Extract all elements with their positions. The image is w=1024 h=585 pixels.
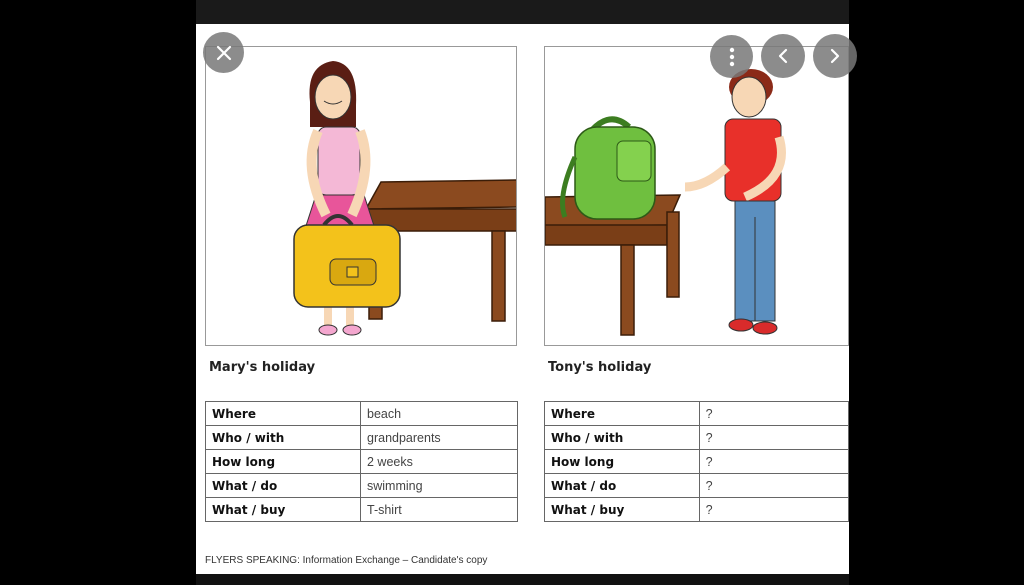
table-row [545, 450, 849, 474]
tony-figure [685, 69, 781, 334]
row-label: What / buy [206, 498, 361, 522]
table-row [206, 450, 518, 474]
row-value: grandparents [361, 426, 518, 450]
row-value: ? [699, 450, 848, 474]
row-value: 2 weeks [361, 450, 518, 474]
tony-info-table [544, 401, 849, 522]
more-options-button[interactable] [710, 35, 753, 78]
row-label: What / do [545, 474, 700, 498]
worksheet-footer: FLYERS SPEAKING: Information Exchange – Candidate's copy [205, 555, 488, 566]
table-row [206, 402, 518, 426]
table-row [206, 474, 518, 498]
worksheet-image [196, 24, 849, 574]
row-label: What / do [206, 474, 361, 498]
chevron-left-icon [777, 48, 789, 64]
table-row [545, 498, 849, 522]
close-button[interactable] [203, 32, 244, 73]
yellow-bag-drawing [294, 216, 400, 307]
row-value: ? [699, 402, 848, 426]
previous-button[interactable] [761, 34, 805, 78]
row-label: Where [206, 402, 361, 426]
table-row [545, 402, 849, 426]
row-value: beach [361, 402, 518, 426]
more-vertical-icon [729, 47, 735, 67]
row-label: Who / with [545, 426, 700, 450]
mary-info-table [205, 401, 518, 522]
row-value: T-shirt [361, 498, 518, 522]
row-label: Who / with [206, 426, 361, 450]
table-row [545, 426, 849, 450]
viewer-top-bar [196, 0, 849, 24]
tony-illustration [544, 46, 849, 346]
mary-illustration [205, 46, 517, 346]
row-label: Where [545, 402, 700, 426]
next-button[interactable] [813, 34, 857, 78]
row-value: swimming [361, 474, 518, 498]
row-label: How long [545, 450, 700, 474]
row-label: What / buy [545, 498, 700, 522]
close-icon [216, 45, 232, 61]
row-value: ? [699, 498, 848, 522]
chevron-right-icon [829, 48, 841, 64]
mary-heading: Mary's holiday [209, 360, 316, 375]
table-row [206, 426, 518, 450]
table-row [206, 498, 518, 522]
tony-heading: Tony's holiday [548, 360, 652, 375]
row-value: ? [699, 426, 848, 450]
table-row [545, 474, 849, 498]
green-backpack-drawing [563, 119, 655, 219]
viewer-bottom-bar [196, 574, 849, 585]
row-label: How long [206, 450, 361, 474]
row-value: ? [699, 474, 848, 498]
